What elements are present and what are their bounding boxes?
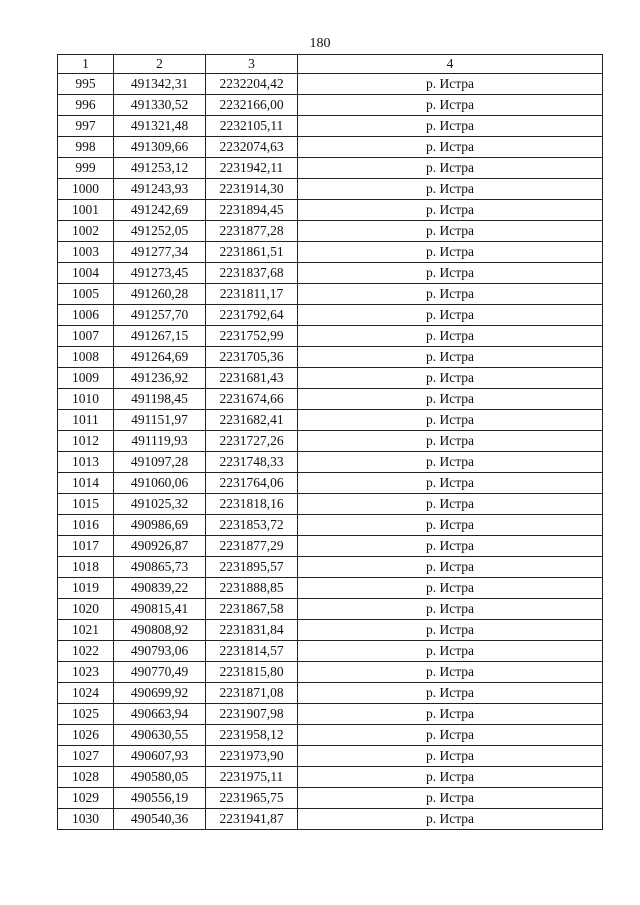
point-number-cell: 1002	[58, 221, 114, 242]
description-cell: р. Истра	[298, 389, 603, 410]
x-coordinate-cell: 490630,55	[114, 725, 206, 746]
description-cell: р. Истра	[298, 746, 603, 767]
y-coordinate-cell: 2231748,33	[206, 452, 298, 473]
x-coordinate-cell: 490699,92	[114, 683, 206, 704]
y-coordinate-cell: 2231907,98	[206, 704, 298, 725]
x-coordinate-cell: 491236,92	[114, 368, 206, 389]
point-number-cell: 1010	[58, 389, 114, 410]
point-number-cell: 1024	[58, 683, 114, 704]
x-coordinate-cell: 490607,93	[114, 746, 206, 767]
column-header-1: 1	[58, 55, 114, 74]
x-coordinate-cell: 491151,97	[114, 410, 206, 431]
table-row	[58, 494, 603, 515]
table-row	[58, 95, 603, 116]
table-row	[58, 242, 603, 263]
description-cell: р. Истра	[298, 620, 603, 641]
point-number-cell: 1003	[58, 242, 114, 263]
x-coordinate-cell: 490808,92	[114, 620, 206, 641]
point-number-cell: 1028	[58, 767, 114, 788]
x-coordinate-cell: 490865,73	[114, 557, 206, 578]
point-number-cell: 1026	[58, 725, 114, 746]
table-row	[58, 74, 603, 95]
table-row	[58, 158, 603, 179]
y-coordinate-cell: 2231752,99	[206, 326, 298, 347]
x-coordinate-cell: 491253,12	[114, 158, 206, 179]
point-number-cell: 1009	[58, 368, 114, 389]
x-coordinate-cell: 490580,05	[114, 767, 206, 788]
point-number-cell: 1000	[58, 179, 114, 200]
y-coordinate-cell: 2231973,90	[206, 746, 298, 767]
x-coordinate-cell: 491242,69	[114, 200, 206, 221]
description-cell: р. Истра	[298, 662, 603, 683]
point-number-cell: 1023	[58, 662, 114, 683]
point-number-cell: 995	[58, 74, 114, 95]
table-row	[58, 137, 603, 158]
y-coordinate-cell: 2231764,06	[206, 473, 298, 494]
description-cell: р. Истра	[298, 284, 603, 305]
table-row	[58, 767, 603, 788]
point-number-cell: 1029	[58, 788, 114, 809]
x-coordinate-cell: 490815,41	[114, 599, 206, 620]
point-number-cell: 1011	[58, 410, 114, 431]
table-body	[58, 74, 603, 830]
table-row	[58, 368, 603, 389]
x-coordinate-cell: 491252,05	[114, 221, 206, 242]
point-number-cell: 1018	[58, 557, 114, 578]
x-coordinate-cell: 491309,66	[114, 137, 206, 158]
x-coordinate-cell: 490663,94	[114, 704, 206, 725]
x-coordinate-cell: 491025,32	[114, 494, 206, 515]
y-coordinate-cell: 2231888,85	[206, 578, 298, 599]
description-cell: р. Истра	[298, 725, 603, 746]
table-row	[58, 263, 603, 284]
table-row	[58, 200, 603, 221]
y-coordinate-cell: 2231811,17	[206, 284, 298, 305]
point-number-cell: 1008	[58, 347, 114, 368]
column-header-2: 2	[114, 55, 206, 74]
description-cell: р. Истра	[298, 557, 603, 578]
y-coordinate-cell: 2231814,57	[206, 641, 298, 662]
description-cell: р. Истра	[298, 95, 603, 116]
table-header-row	[58, 55, 603, 74]
table-row	[58, 305, 603, 326]
description-cell: р. Истра	[298, 74, 603, 95]
point-number-cell: 1005	[58, 284, 114, 305]
x-coordinate-cell: 491257,70	[114, 305, 206, 326]
coordinates-table	[57, 54, 603, 830]
x-coordinate-cell: 490839,22	[114, 578, 206, 599]
table-row	[58, 662, 603, 683]
y-coordinate-cell: 2231965,75	[206, 788, 298, 809]
table-row	[58, 641, 603, 662]
table-row	[58, 515, 603, 536]
y-coordinate-cell: 2232074,63	[206, 137, 298, 158]
point-number-cell: 1001	[58, 200, 114, 221]
point-number-cell: 1013	[58, 452, 114, 473]
x-coordinate-cell: 490556,19	[114, 788, 206, 809]
table-row	[58, 599, 603, 620]
table-row	[58, 116, 603, 137]
y-coordinate-cell: 2231815,80	[206, 662, 298, 683]
y-coordinate-cell: 2231861,51	[206, 242, 298, 263]
description-cell: р. Истра	[298, 179, 603, 200]
description-cell: р. Истра	[298, 368, 603, 389]
table-row	[58, 284, 603, 305]
point-number-cell: 1012	[58, 431, 114, 452]
description-cell: р. Истра	[298, 242, 603, 263]
table-row	[58, 746, 603, 767]
x-coordinate-cell: 490540,36	[114, 809, 206, 830]
y-coordinate-cell: 2232166,00	[206, 95, 298, 116]
y-coordinate-cell: 2231958,12	[206, 725, 298, 746]
description-cell: р. Истра	[298, 137, 603, 158]
description-cell: р. Истра	[298, 578, 603, 599]
table-row	[58, 431, 603, 452]
description-cell: р. Истра	[298, 347, 603, 368]
x-coordinate-cell: 490926,87	[114, 536, 206, 557]
y-coordinate-cell: 2231792,64	[206, 305, 298, 326]
x-coordinate-cell: 490770,49	[114, 662, 206, 683]
point-number-cell: 1007	[58, 326, 114, 347]
x-coordinate-cell: 491267,15	[114, 326, 206, 347]
table-row	[58, 620, 603, 641]
y-coordinate-cell: 2231705,36	[206, 347, 298, 368]
x-coordinate-cell: 491277,34	[114, 242, 206, 263]
point-number-cell: 1022	[58, 641, 114, 662]
table-row	[58, 578, 603, 599]
y-coordinate-cell: 2231914,30	[206, 179, 298, 200]
table-row	[58, 473, 603, 494]
description-cell: р. Истра	[298, 116, 603, 137]
point-number-cell: 996	[58, 95, 114, 116]
description-cell: р. Истра	[298, 221, 603, 242]
point-number-cell: 1004	[58, 263, 114, 284]
point-number-cell: 1016	[58, 515, 114, 536]
y-coordinate-cell: 2231942,11	[206, 158, 298, 179]
description-cell: р. Истра	[298, 809, 603, 830]
y-coordinate-cell: 2231894,45	[206, 200, 298, 221]
table-row	[58, 788, 603, 809]
table-row	[58, 179, 603, 200]
y-coordinate-cell: 2231727,26	[206, 431, 298, 452]
x-coordinate-cell: 491119,93	[114, 431, 206, 452]
x-coordinate-cell: 491060,06	[114, 473, 206, 494]
column-header-3: 3	[206, 55, 298, 74]
description-cell: р. Истра	[298, 704, 603, 725]
point-number-cell: 997	[58, 116, 114, 137]
description-cell: р. Истра	[298, 431, 603, 452]
description-cell: р. Истра	[298, 683, 603, 704]
description-cell: р. Истра	[298, 641, 603, 662]
page-number: 180	[309, 36, 331, 51]
point-number-cell: 1020	[58, 599, 114, 620]
x-coordinate-cell: 491260,28	[114, 284, 206, 305]
x-coordinate-cell: 491342,31	[114, 74, 206, 95]
description-cell: р. Истра	[298, 452, 603, 473]
table-row	[58, 683, 603, 704]
x-coordinate-cell: 491330,52	[114, 95, 206, 116]
y-coordinate-cell: 2231853,72	[206, 515, 298, 536]
table-row	[58, 536, 603, 557]
point-number-cell: 998	[58, 137, 114, 158]
table-row	[58, 809, 603, 830]
table-row	[58, 557, 603, 578]
description-cell: р. Истра	[298, 767, 603, 788]
description-cell: р. Истра	[298, 473, 603, 494]
point-number-cell: 1015	[58, 494, 114, 515]
y-coordinate-cell: 2231867,58	[206, 599, 298, 620]
description-cell: р. Истра	[298, 326, 603, 347]
y-coordinate-cell: 2231674,66	[206, 389, 298, 410]
y-coordinate-cell: 2232204,42	[206, 74, 298, 95]
description-cell: р. Истра	[298, 599, 603, 620]
point-number-cell: 1027	[58, 746, 114, 767]
description-cell: р. Истра	[298, 305, 603, 326]
column-header-4: 4	[298, 55, 603, 74]
table-row	[58, 452, 603, 473]
point-number-cell: 1030	[58, 809, 114, 830]
table-row	[58, 326, 603, 347]
table-row	[58, 725, 603, 746]
table-row	[58, 704, 603, 725]
y-coordinate-cell: 2231871,08	[206, 683, 298, 704]
y-coordinate-cell: 2231975,11	[206, 767, 298, 788]
y-coordinate-cell: 2231895,57	[206, 557, 298, 578]
table-row	[58, 221, 603, 242]
x-coordinate-cell: 491198,45	[114, 389, 206, 410]
description-cell: р. Истра	[298, 494, 603, 515]
point-number-cell: 1017	[58, 536, 114, 557]
point-number-cell: 1006	[58, 305, 114, 326]
x-coordinate-cell: 490986,69	[114, 515, 206, 536]
point-number-cell: 1025	[58, 704, 114, 725]
table-row	[58, 347, 603, 368]
description-cell: р. Истра	[298, 410, 603, 431]
x-coordinate-cell: 491321,48	[114, 116, 206, 137]
x-coordinate-cell: 491273,45	[114, 263, 206, 284]
y-coordinate-cell: 2231681,43	[206, 368, 298, 389]
description-cell: р. Истра	[298, 536, 603, 557]
table-row	[58, 389, 603, 410]
description-cell: р. Истра	[298, 158, 603, 179]
y-coordinate-cell: 2231682,41	[206, 410, 298, 431]
point-number-cell: 1014	[58, 473, 114, 494]
description-cell: р. Истра	[298, 788, 603, 809]
y-coordinate-cell: 2231877,28	[206, 221, 298, 242]
y-coordinate-cell: 2231818,16	[206, 494, 298, 515]
point-number-cell: 1019	[58, 578, 114, 599]
x-coordinate-cell: 491097,28	[114, 452, 206, 473]
y-coordinate-cell: 2231877,29	[206, 536, 298, 557]
table-row	[58, 410, 603, 431]
point-number-cell: 1021	[58, 620, 114, 641]
y-coordinate-cell: 2232105,11	[206, 116, 298, 137]
y-coordinate-cell: 2231941,87	[206, 809, 298, 830]
description-cell: р. Истра	[298, 515, 603, 536]
description-cell: р. Истра	[298, 263, 603, 284]
x-coordinate-cell: 491264,69	[114, 347, 206, 368]
y-coordinate-cell: 2231837,68	[206, 263, 298, 284]
y-coordinate-cell: 2231831,84	[206, 620, 298, 641]
description-cell: р. Истра	[298, 200, 603, 221]
x-coordinate-cell: 490793,06	[114, 641, 206, 662]
point-number-cell: 999	[58, 158, 114, 179]
x-coordinate-cell: 491243,93	[114, 179, 206, 200]
